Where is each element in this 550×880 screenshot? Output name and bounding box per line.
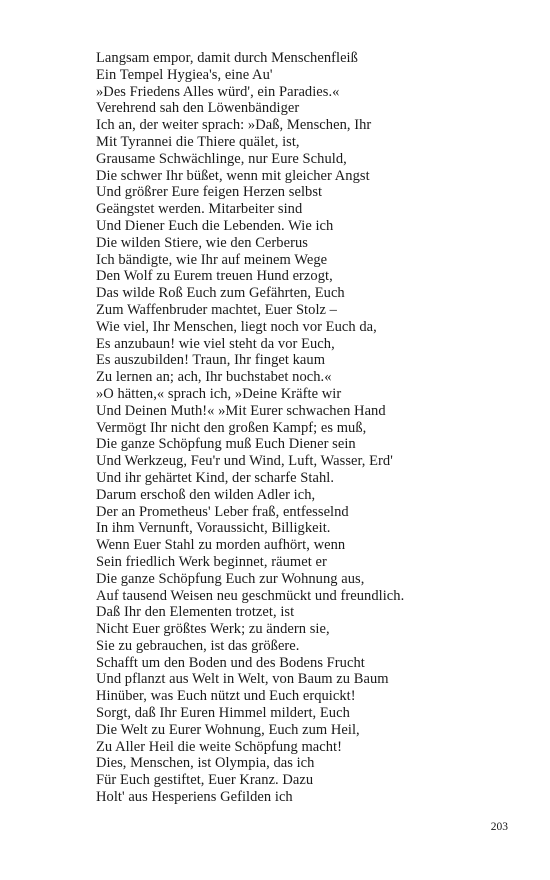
poem-line: Den Wolf zu Eurem treuen Hund erzogt, [96,268,333,285]
poem-line: Und ihr gehärtet Kind, der scharfe Stahl. [96,469,335,486]
poem-line: Zum Waffenbruder machtet, Euer Stolz – [96,301,337,318]
poem-line: Sein friedlich Werk beginnet, räumet er [96,553,327,570]
poem-line: Geängstet werden. Mitarbeiter sind [96,201,303,218]
poem-line: Die wilden Stiere, wie den Cerberus [96,234,308,251]
poem-line: Dies, Menschen, ist Olympia, das ich [96,755,315,772]
poem-line: Zu Aller Heil die weite Schöpfung macht! [96,738,343,755]
poem-line: Und größrer Eure feigen Herzen selbst [96,184,323,201]
poem-line: Die ganze Schöpfung muß Euch Diener sein [96,436,356,453]
poem-line: Daß Ihr den Elementen trotzet, ist [96,604,295,621]
page-number: 203 [490,821,508,833]
poem-line: Die ganze Schöpfung Euch zur Wohnung aus, [96,570,365,587]
poem-line: Wenn Euer Stahl zu morden aufhört, wenn [96,537,346,554]
poem-line: Sorgt, daß Ihr Euren Himmel mildert, Euch [96,705,350,722]
poem-line: Langsam empor, damit durch Menschenfleiß [96,50,358,66]
poem-line: Der an Prometheus' Leber fraß, entfesselnd [96,503,349,520]
poem-line: Mit Tyrannei die Thiere quälet, ist, [96,133,300,150]
poem-text [96,50,516,806]
poem-line: Und Werkzeug, Feu'r und Wind, Luft, Wasser, Erd' [96,453,393,470]
poem-line: Schafft um den Boden und des Bodens Frucht [96,654,365,671]
poem-line: Ich an, der weiter sprach: »Daß, Menschen, Ihr [96,117,372,134]
poem-line: Wie viel, Ihr Menschen, liegt noch vor Euch da, [96,318,377,335]
poem-line: Es anzubaun! wie viel steht da vor Euch, [96,335,335,352]
poem-line: »Des Friedens Alles würd', ein Paradies.« [96,83,340,100]
poem-line: In ihm Vernunft, Voraussicht, Billigkeit. [96,520,331,537]
poem-line: Sie zu gebrauchen, ist das größere. [96,637,300,654]
poem-line: Grausame Schwächlinge, nur Eure Schuld, [96,150,347,167]
poem-line: Hinüber, was Euch nützt und Euch erquickt! [96,688,356,705]
poem-line: Verehrend sah den Löwenbändiger [96,100,300,117]
poem-line: Das wilde Roß Euch zum Gefährten, Euch [96,285,345,302]
poem-line: Und pflanzt aus Welt in Welt, von Baum zu Baum [96,671,389,688]
poem-line: Zu lernen an; ach, Ihr buchstabet noch.« [96,369,332,386]
poem-line: Und Diener Euch die Lebenden. Wie ich [96,217,334,234]
poem-line: Nicht Euer größtes Werk; zu ändern sie, [96,621,330,638]
poem-line: »O hätten,« sprach ich, »Deine Kräfte wir [96,385,342,402]
poem-line: Ich bändigte, wie Ihr auf meinem Wege [96,251,328,268]
poem-line: Vermögt Ihr nicht den großen Kampf; es muß, [96,419,367,436]
poem-line: Holt' aus Hesperiens Gefilden ich [96,789,293,806]
poem-line: Und Deinen Muth!« »Mit Eurer schwachen Hand [96,402,386,419]
poem-line: Ein Tempel Hygiea's, eine Au' [96,66,273,83]
poem-line: Darum erschoß den wilden Adler ich, [96,486,316,503]
poem-line: Auf tausend Weisen neu geschmückt und freundlich. [96,587,405,604]
poem-line: Für Euch gestiftet, Euer Kranz. Dazu [96,772,314,789]
poem-line: Die schwer Ihr büßet, wenn mit gleicher Angst [96,167,370,184]
poem-line: Es auszubilden! Traun, Ihr finget kaum [96,352,326,369]
poem-line: Die Welt zu Eurer Wohnung, Euch zum Heil, [96,721,360,738]
